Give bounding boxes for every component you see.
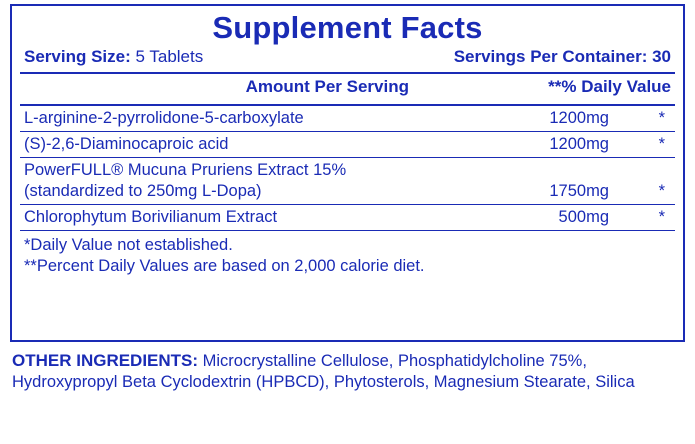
ingredient-amount: 1200mg (549, 109, 609, 127)
serving-size-value: 5 Tablets (135, 47, 204, 66)
other-ingredients (12, 350, 684, 393)
ingredient-name: (S)-2,6-Diaminocaproic acid (24, 135, 229, 153)
ingredient-daily-value: * (658, 109, 665, 127)
column-header-daily-value: **% Daily Value (548, 77, 671, 96)
footnote-daily-value: *Daily Value not established. (24, 236, 233, 254)
ingredient-daily-value: * (658, 182, 665, 200)
serving-size-label: Serving Size: (24, 47, 131, 66)
ingredient-daily-value: * (658, 208, 665, 226)
table-row (20, 158, 675, 180)
table-row (20, 106, 675, 132)
facts-box (10, 4, 685, 342)
column-header-amount: Amount Per Serving (245, 77, 409, 96)
ingredient-amount: 1750mg (549, 182, 609, 200)
table-row (20, 132, 675, 158)
serving-info-row (12, 46, 683, 67)
footnote-percent-daily-values: **Percent Daily Values are based on 2,000 calorie diet. (24, 257, 425, 275)
ingredient-daily-value: * (658, 135, 665, 153)
page-title: Supplement Facts (212, 10, 483, 45)
ingredient-name-continued: (standardized to 250mg L-Dopa) (24, 182, 262, 200)
other-ingredients-text: Microcrystalline Cellulose, Phosphatidylcholine 75%, Hydroxypropyl Beta Cyclodextrin (HPBCD), Phytosterols, Magnesium Stearate, Silica (12, 352, 635, 391)
table-row-continuation (20, 180, 675, 205)
serving-size (24, 47, 203, 67)
ingredients-table (12, 106, 683, 231)
ingredient-amount: 1200mg (549, 135, 609, 153)
ingredient-name: L-arginine-2-pyrrolidone-5-carboxylate (24, 109, 304, 127)
footnotes (12, 231, 683, 277)
table-row (20, 205, 675, 231)
ingredient-name: Chlorophytum Borivilianum Extract (24, 208, 278, 226)
ingredient-name: PowerFULL® Mucuna Pruriens Extract 15% (24, 161, 347, 179)
servings-per-container: Servings Per Container: 30 (453, 47, 671, 66)
column-headers (12, 74, 683, 99)
other-ingredients-label: OTHER INGREDIENTS: (12, 351, 199, 370)
ingredient-amount: 500mg (558, 208, 609, 226)
